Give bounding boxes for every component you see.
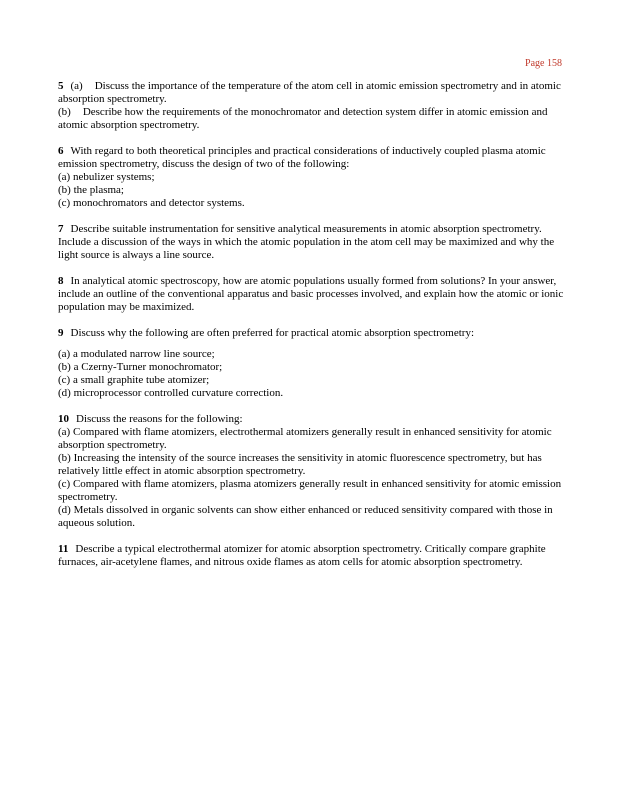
list-item: (a) a modulated narrow line source;: [58, 348, 215, 360]
list-item: (d) Metals dissolved in organic solvents can show either enhanced or reduced sensitivity compared with those in aqueous solution.: [58, 504, 553, 529]
question-text: Discuss why the following are often preferred for practical atomic absorption spectrometry:: [70, 327, 474, 339]
question-text: With regard to both theoretical principles and practical considerations of inductively coupled plasma atomic emission spectrometry, discuss the design of two of the following:: [58, 145, 546, 170]
question-11: [58, 543, 568, 569]
question-text: Discuss the reasons for the following:: [76, 413, 243, 425]
question-5: [58, 80, 568, 132]
list-item: (a) nebulizer systems;: [58, 171, 155, 183]
question-number: 9: [58, 327, 64, 339]
question-number: 6: [58, 145, 64, 157]
list-item: (b) a Czerny-Turner monochromator;: [58, 361, 223, 373]
question-8: [58, 275, 568, 314]
page-number: Page 158: [525, 58, 562, 69]
question-10: [58, 413, 568, 530]
list-item: (a) Compared with flame atomizers, electrothermal atomizers generally result in enhanced sensitivity for atomic absorption spectrometry.: [58, 426, 552, 451]
question-list: [58, 80, 568, 582]
list-item: (c) Compared with flame atomizers, plasma atomizers generally result in enhanced sensitivity for atomic emission spectrometry.: [58, 478, 562, 503]
question-10-text: [58, 413, 568, 426]
question-text: Describe suitable instrumentation for sensitive analytical measurements in atomic absorption spectrometry. Include a discussion of the ways in which the atomic population in the atom cell may be maximized and why the light source is always a line source.: [58, 223, 555, 261]
question-number: 5: [58, 80, 64, 92]
part-text: Discuss the importance of the temperature of the atom cell in atomic emission spectrometry and in atomic absorption spectrometry.: [58, 80, 561, 105]
part-text: Describe how the requirements of the monochromator and detection system differ in atomic emission and atomic absorption spectrometry.: [58, 106, 548, 131]
question-number: 7: [58, 223, 64, 235]
question-6: [58, 145, 568, 210]
list-item: (b) the plasma;: [58, 184, 124, 196]
list-item: (c) monochromators and detector systems.: [58, 197, 245, 209]
question-text: Describe a typical electrothermal atomizer for atomic absorption spectrometry. Critically compare graphite furnaces, air-acetylene flames, and nitrous oxide flames as atom cells for atomic absorption spectrometry.: [58, 543, 546, 568]
question-6-text: [58, 145, 568, 171]
list-item: (d) microprocessor controlled curvature correction.: [58, 387, 284, 399]
question-7: [58, 223, 568, 262]
question-text: In analytical atomic spectroscopy, how are atomic populations usually formed from solutions? In your answer, include an outline of the conventional apparatus and basic processes involved, and explain how the atomic or ionic population may be maximized.: [58, 275, 564, 313]
question-11-text: [58, 543, 568, 569]
question-5-part-a: [58, 80, 568, 106]
part-prefix: (a): [70, 80, 83, 92]
question-9: [58, 327, 568, 400]
question-number: 10: [58, 413, 69, 425]
question-number: 11: [58, 543, 69, 555]
question-number: 8: [58, 275, 64, 287]
question-8-text: [58, 275, 568, 314]
question-9-text: [58, 327, 568, 340]
question-7-text: [58, 223, 568, 262]
part-prefix: (b): [58, 106, 71, 118]
question-5-part-b: [58, 106, 568, 132]
list-item: (b) Increasing the intensity of the source increases the sensitivity in atomic fluorescence spectrometry, but has relatively little effect in atomic absorption spectrometry.: [58, 452, 542, 477]
list-item: (c) a small graphite tube atomizer;: [58, 374, 210, 386]
